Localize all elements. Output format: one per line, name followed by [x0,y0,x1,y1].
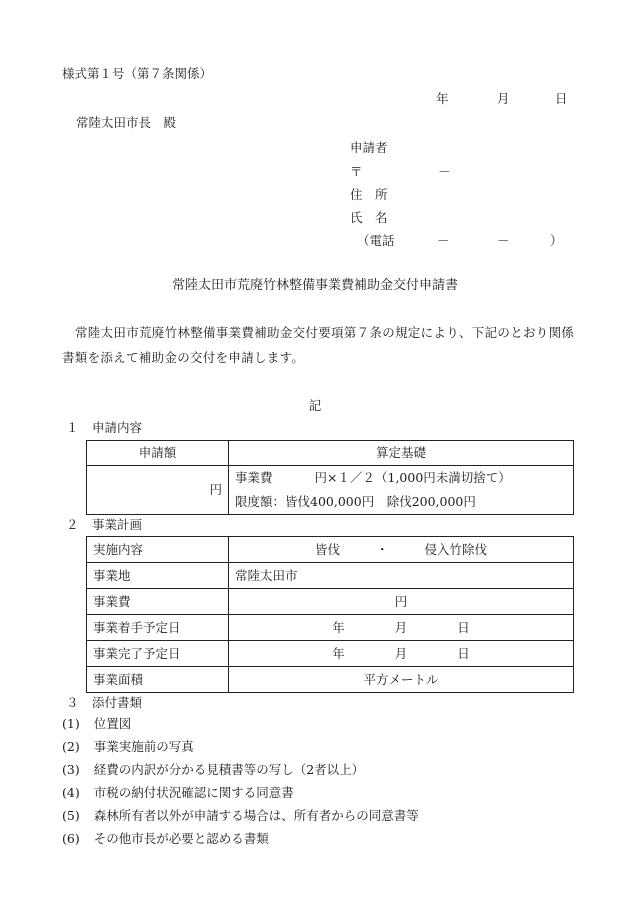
date-month-label: 月 [497,91,510,106]
end-year: 年 [332,645,345,661]
basis-line-1[interactable] [229,466,574,491]
section3-number: ３ [66,695,79,710]
date-year-label: 年 [436,91,449,106]
attachment-item [62,785,294,801]
col-header-amount: 申請額 [87,441,229,466]
table-row [87,563,574,589]
section2-heading: 事業計画 [92,517,143,532]
attachment-item [62,739,194,755]
name-label: 氏 名 [350,210,388,225]
row-label-end-date: 事業完了予定日 [87,641,229,667]
attachment-item [62,831,269,847]
postal-mark: 〒 [350,164,363,179]
address-label: 住 所 [350,187,388,202]
phone-dash-1: － [437,233,450,248]
date-day-label: 日 [555,91,568,106]
item-number: (4) [62,785,80,800]
item-text: 事業実施前の写真 [93,739,194,754]
form-number: 様式第１号（第７条関係） [62,66,213,81]
table-row [87,537,574,563]
table-row [87,641,574,667]
item-number: (6) [62,831,80,846]
postal-dash: － [438,164,451,179]
row-label-cost: 事業費 [87,589,229,615]
col-header-basis: 算定基礎 [229,441,574,466]
amount-cell[interactable] [87,466,229,515]
section1-heading: 申請内容 [92,420,143,435]
attachment-item [62,716,131,732]
end-day: 日 [457,645,470,661]
basis-formula: 円×１／２（1,000円未満切捨て） [314,470,511,485]
attachment-item [62,808,419,824]
item-text: 森林所有者以外が申請する場合は、所有者からの同意書等 [93,808,419,823]
amount-yen-unit: 円 [209,482,222,497]
basis-cost-label: 事業費 [235,470,273,485]
attachment-item [62,762,364,778]
item-text: 位置図 [93,716,132,731]
option-separator-dot: ・ [375,541,389,557]
phone-close: ） [550,233,563,248]
area-value[interactable]: 平方メートル [229,667,574,693]
phone-dash-2: － [497,233,510,248]
application-content-table [86,440,574,515]
phone-open: （電話 [357,233,395,248]
item-text: その他市長が必要と認める書類 [93,831,269,846]
row-label-start-date: 事業着手予定日 [87,615,229,641]
end-date-value[interactable] [229,641,574,667]
row-label-site: 事業地 [87,563,229,589]
start-date-value[interactable] [229,615,574,641]
end-month: 月 [394,645,408,661]
item-number: (2) [62,739,80,754]
business-plan-table [86,536,574,693]
table-row [87,615,574,641]
row-label-area: 事業面積 [87,667,229,693]
addressee: 常陸太田市長 殿 [76,115,177,130]
ki-label: 記 [308,398,322,413]
item-number: (1) [62,716,80,731]
site-value[interactable]: 常陸太田市 [229,563,574,589]
item-text: 市税の納付状況確認に関する同意書 [93,785,294,800]
item-text: 経費の内訳が分かる見積書等の写し（2者以上） [93,762,365,777]
document-title: 常陸太田市荒廃竹林整備事業費補助金交付申請書 [171,278,458,293]
cost-value[interactable]: 円 [229,589,574,615]
start-month: 月 [394,619,408,635]
body-paragraph: 常陸太田市荒廃竹林整備事業費補助金交付要項第７条の規定により、下記のとおり関係書類を添えて補助金の交付を申請します。 [62,325,575,365]
section3-heading: 添付書類 [92,695,143,710]
option-bamboo-removal[interactable]: 侵入竹除伐 [424,541,488,557]
applicant-heading: 申請者 [350,140,388,155]
item-number: (3) [62,762,80,777]
option-clear-cut[interactable]: 皆伐 [314,541,340,557]
basis-line-2: 限度額：皆伐400,000円 除伐200,000円 [229,490,574,515]
implementation-type-cell[interactable] [229,537,574,563]
section2-number: ２ [66,517,79,532]
section1-number: １ [66,420,79,435]
start-day: 日 [457,619,470,635]
table-row [87,667,574,693]
row-label-content: 実施内容 [87,537,229,563]
item-number: (5) [62,808,80,823]
start-year: 年 [332,619,345,635]
table-row [87,589,574,615]
